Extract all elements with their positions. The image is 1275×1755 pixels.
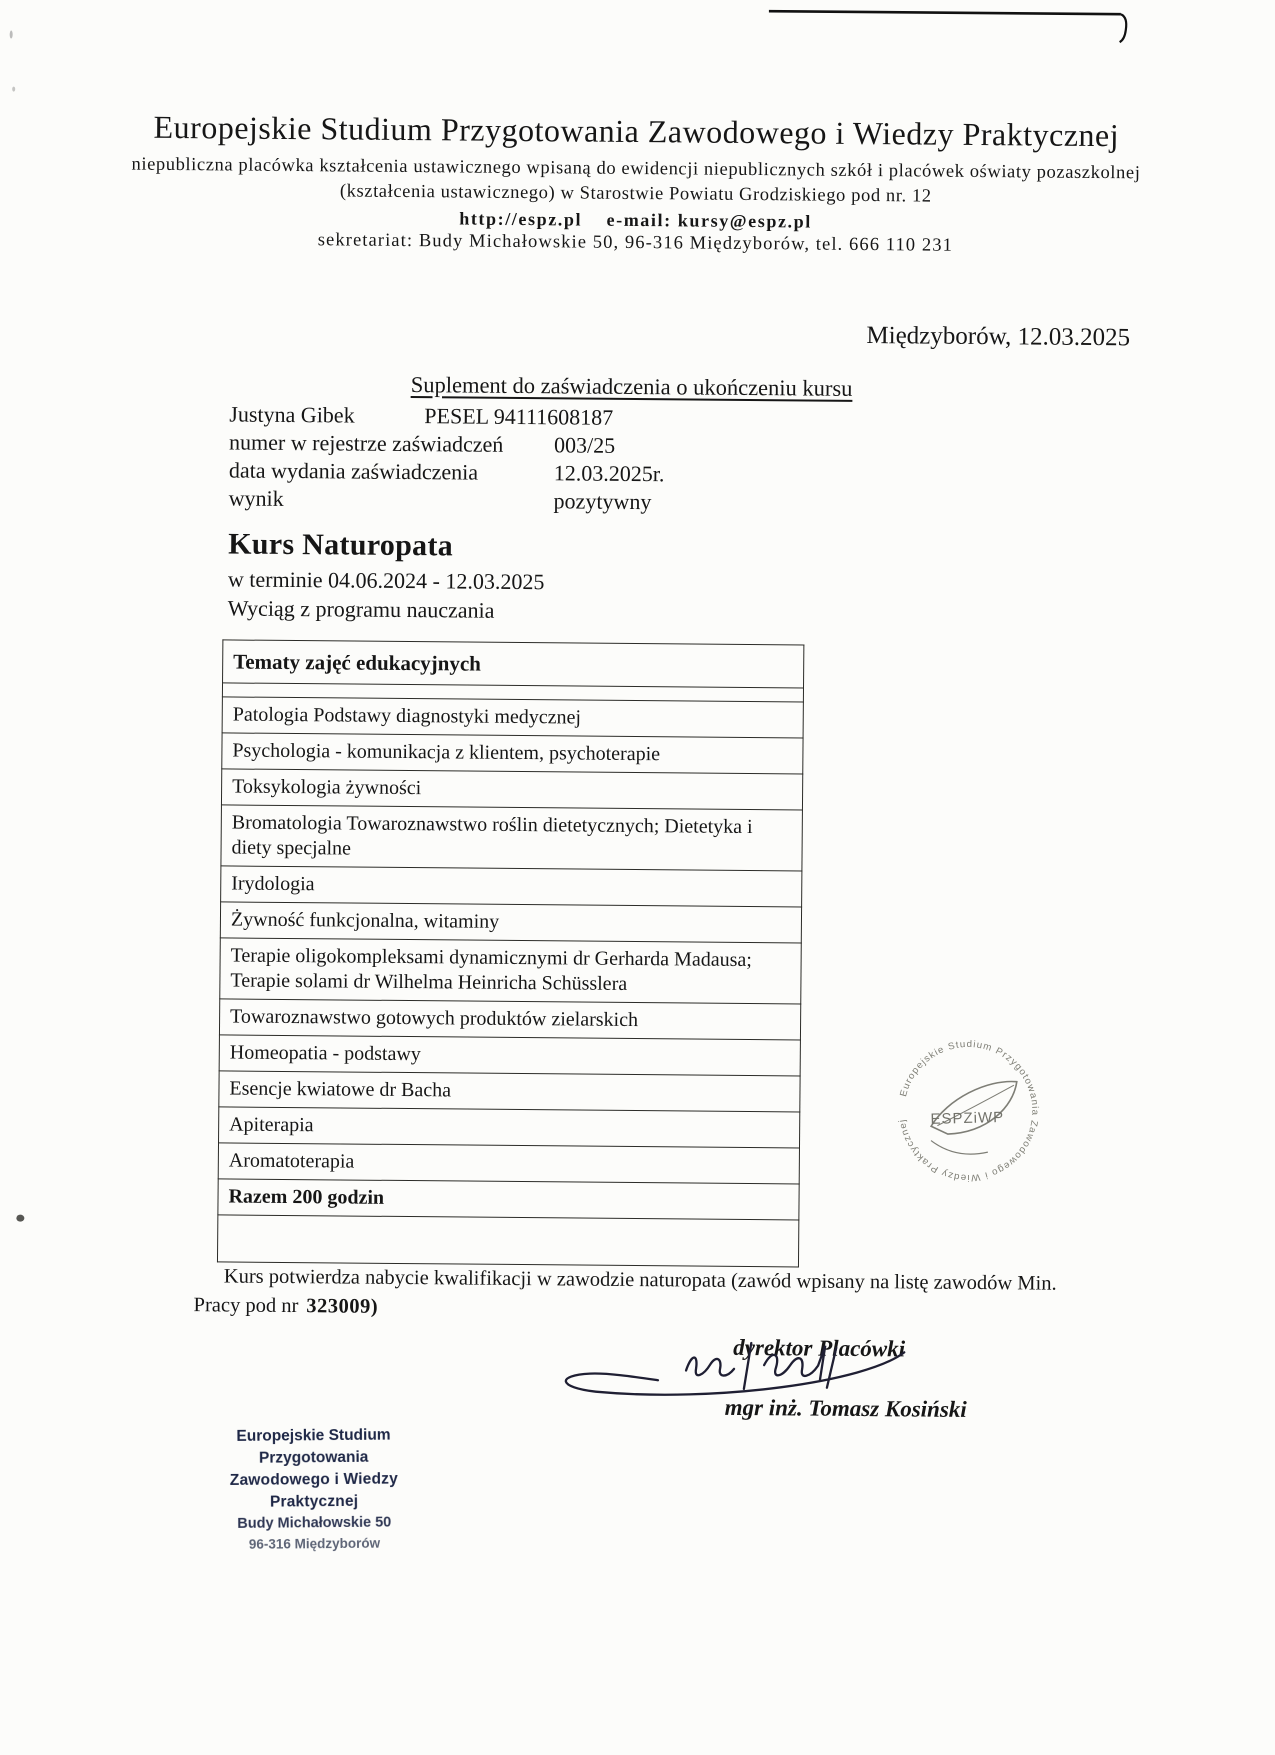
signature-role: dyrektor Placówki bbox=[733, 1334, 906, 1362]
institution-title: Europejskie Studium Przygotowania Zawodowego i Wiedzy Praktycznej bbox=[153, 108, 1120, 154]
recipient-row bbox=[229, 456, 665, 488]
table-row: Bromatologia Towaroznawstwo roślin dietetycznych; Dietetyka i diety specjalne bbox=[221, 805, 803, 871]
round-stamp-icon bbox=[867, 1010, 1070, 1213]
supplement-title: Suplement do zaświadczenia o ukończeniu kursu bbox=[410, 372, 853, 401]
course-title: Kurs Naturopata bbox=[228, 527, 454, 563]
stamp-leaf-icon bbox=[930, 1066, 1017, 1146]
institution-secretariat-line: sekretariat: Budy Michałowskie 50, 96-316 Międzyborów, tel. 666 110 231 bbox=[317, 230, 954, 256]
table-row: Psychologia - komunikacja z klientem, psychoterapie bbox=[222, 733, 803, 774]
table-row: Irydologia bbox=[221, 866, 802, 907]
issue-date-label: data wydania zaświadczenia bbox=[228, 457, 479, 485]
course-section bbox=[228, 527, 545, 624]
recipient-name: Justyna Gibek bbox=[229, 401, 355, 428]
table-empty-row bbox=[217, 1215, 798, 1267]
course-program-note: Wyciąg z programu nauczania bbox=[227, 595, 495, 623]
result-value: pozytywny bbox=[553, 488, 652, 515]
qualification-note-number: 323009) bbox=[306, 1294, 379, 1318]
issue-date-value: 12.03.2025r. bbox=[553, 460, 665, 487]
address-stamp bbox=[189, 1424, 438, 1554]
table-row: Esencje kwiatowe dr Bacha bbox=[219, 1071, 800, 1112]
register-number-value: 003/25 bbox=[554, 432, 616, 458]
program-table-header-cell: Tematy zajęć edukacyjnych bbox=[223, 640, 804, 688]
recipient-pesel: PESEL 94111608187 bbox=[424, 403, 614, 430]
letterhead bbox=[118, 107, 1154, 258]
scan-speck bbox=[12, 87, 15, 92]
address-stamp-line: 96-316 Międzyborów bbox=[248, 1535, 381, 1552]
scan-speck bbox=[16, 1215, 24, 1222]
recipient-row bbox=[229, 484, 665, 516]
program-table-header-row bbox=[223, 640, 804, 688]
address-stamp-line: Zawodowego i Wiedzy Praktycznej bbox=[229, 1470, 399, 1511]
scan-pen-mark-icon bbox=[765, 3, 1145, 52]
table-row: Toksykologia żywności bbox=[221, 769, 802, 810]
course-term: w terminie 04.06.2024 - 12.03.2025 bbox=[227, 566, 545, 595]
round-stamp-ring-text: Europejskie Studium Przygotowania Zawodowego i Wiedzy Praktycznej bbox=[896, 1038, 1041, 1184]
table-row: Homeopatia - podstawy bbox=[219, 1035, 800, 1076]
recipient-info bbox=[229, 400, 666, 516]
address-stamp-line: Budy Michałowskie 50 bbox=[237, 1514, 392, 1532]
round-stamp-center-text: ESPZiWP bbox=[930, 1108, 1005, 1128]
recipient-row bbox=[229, 400, 665, 432]
program-table bbox=[217, 639, 804, 1267]
register-number-label: numer w rejestrze zaświadczeń bbox=[229, 429, 504, 457]
table-row: Patologia Podstawy diagnostyki medycznej bbox=[222, 697, 803, 738]
qualification-note bbox=[193, 1262, 1078, 1327]
table-row: Aromatoterapia bbox=[218, 1143, 799, 1184]
place-and-date: Międzyborów, 12.03.2025 bbox=[866, 322, 1131, 352]
table-row: Apiterapia bbox=[219, 1107, 800, 1148]
qualification-note-text: Kurs potwierdza nabycie kwalifikacji w zawodzie naturopata (zawód wpisany na listę zawodów Min. Pracy pod nr bbox=[193, 1265, 1057, 1317]
signature-name: mgr inż. Tomasz Kosiński bbox=[724, 1394, 967, 1422]
table-row: Terapie oligokompleksami dynamicznymi dr Gerharda Madausa; Terapie solami dr Wilhelma Heinricha Schüsslera bbox=[220, 938, 802, 1004]
table-row: Towaroznawstwo gotowych produktów zielarskich bbox=[219, 999, 800, 1040]
table-row: Żywność funkcjonalna, witaminy bbox=[220, 902, 801, 943]
institution-contact-line: http://espz.pl e-mail: kursy@espz.pl bbox=[459, 208, 812, 232]
institution-registration-note: niepubliczna placówka kształcenia ustawicznego wpisaną do ewidencji niepublicznych szkół i placówek oświaty pozaszkolnej (kształcenia ustawicznego) w Starostwie Powiatu Grodziskiego pod nr. 12 bbox=[131, 154, 1141, 207]
recipient-row bbox=[229, 428, 665, 460]
result-label: wynik bbox=[228, 485, 284, 511]
scan-speck bbox=[10, 31, 13, 39]
table-total-row: Razem 200 godzin bbox=[218, 1179, 799, 1220]
address-stamp-line: Europejskie Studium Przygotowania bbox=[236, 1426, 391, 1467]
